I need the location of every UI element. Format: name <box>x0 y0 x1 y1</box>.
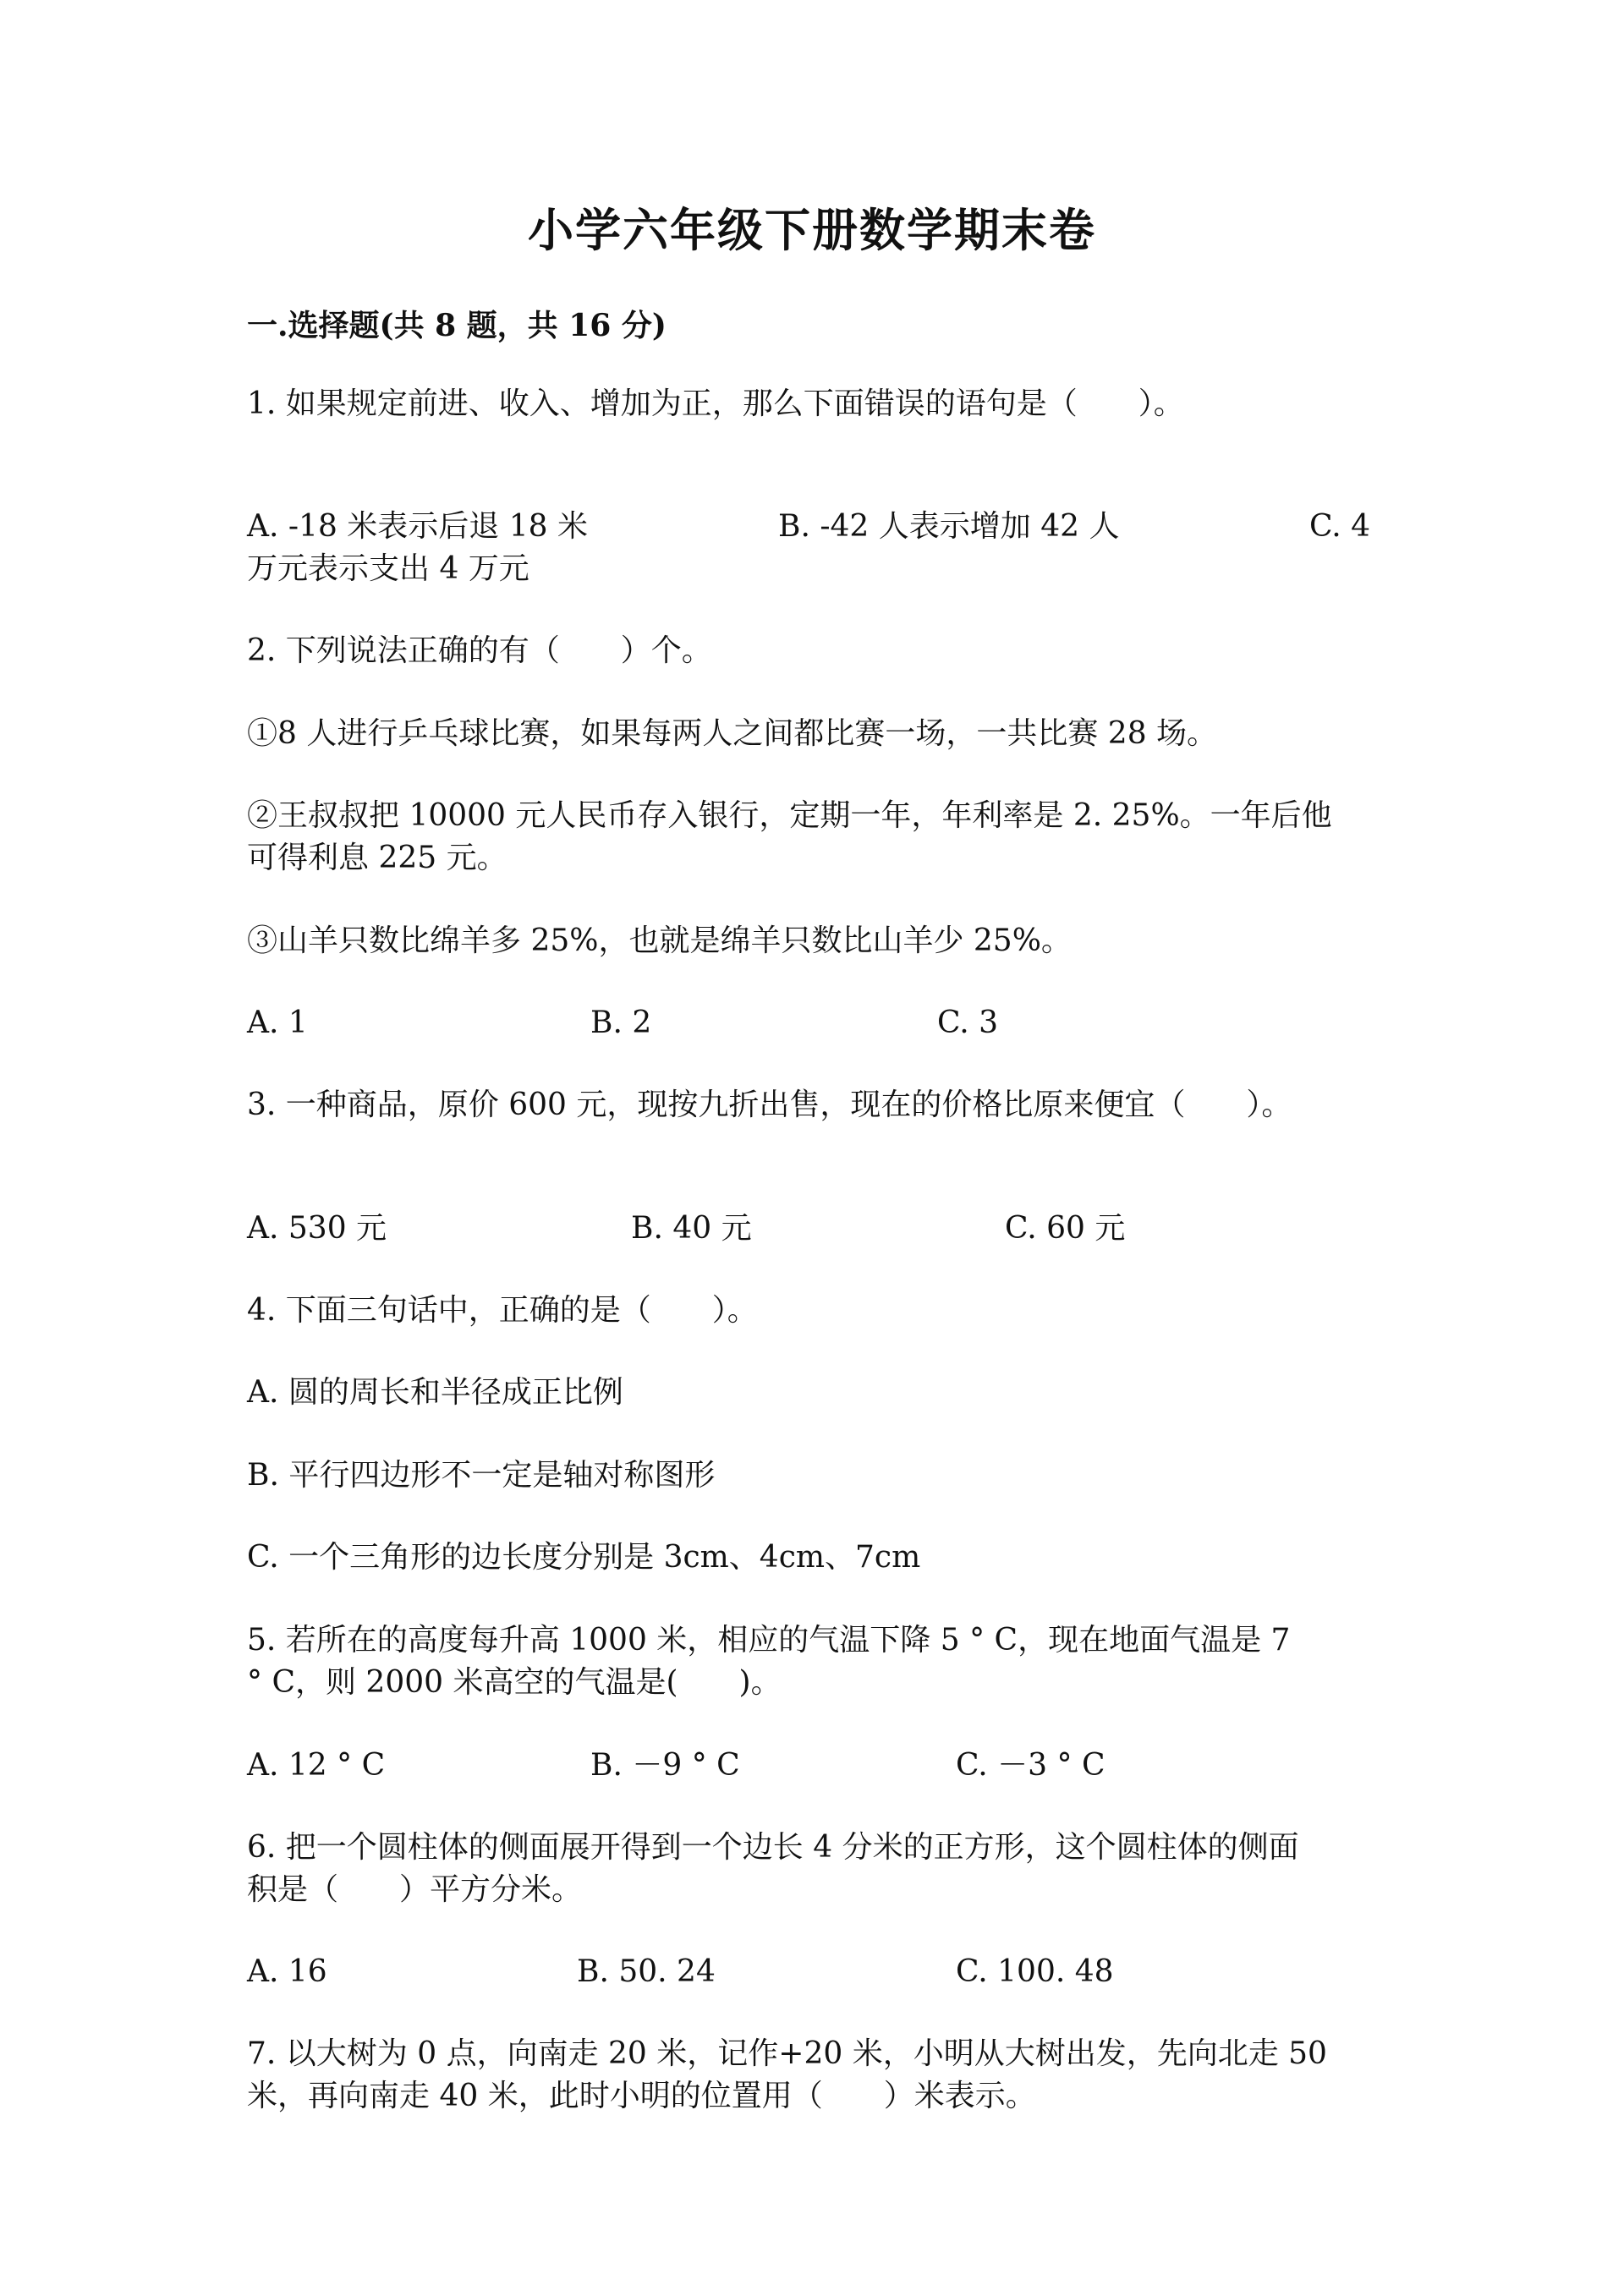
option-b: B. 2 <box>590 1006 652 1040</box>
statement-1: ①8 人进行乒乓球比赛，如果每两人之间都比赛一场，一共比赛 28 场。 <box>247 716 1218 751</box>
option-c: C. 60 元 <box>1005 1211 1126 1246</box>
statement-2: ②王叔叔把 10000 元人民币存入银行，定期一年，年利率是 2. 25%。一年后他 <box>247 798 1332 833</box>
question-stem: 2. 下列说法正确的有（ ）个。 <box>247 633 712 668</box>
section-heading: 一.选择题(共 8 题，共 16 分) <box>247 308 667 343</box>
question-stem-continued: 米，再向南走 40 米，此时小明的位置用（ ）米表示。 <box>247 2079 1036 2113</box>
question-stem: 3. 一种商品，原价 600 元，现按九折出售，现在的价格比原来便宜（ ）。 <box>247 1088 1292 1122</box>
option-c: C. 3 <box>937 1006 999 1040</box>
question-stem: 1. 如果规定前进、收入、增加为正，那么下面错误的语句是（ ）。 <box>247 386 1184 421</box>
option-a: A. 530 元 <box>247 1211 387 1246</box>
option-b: B. 40 元 <box>631 1211 752 1246</box>
question-stem: 5. 若所在的高度每升高 1000 米，相应的气温下降 5 ° C，现在地面气温是 7 <box>247 1623 1291 1658</box>
option-c: C. 4 <box>1309 509 1371 544</box>
statement-3: ③山羊只数比绵羊多 25%，也就是绵羊只数比山羊少 25%。 <box>247 923 1072 958</box>
question-stem-continued: 积是（ ）平方分米。 <box>247 1872 583 1907</box>
option-a: A. 1 <box>247 1006 308 1040</box>
option-b: B. 50. 24 <box>577 1954 716 1989</box>
question-stem-continued: ° C，则 2000 米高空的气温是( )。 <box>247 1665 782 1700</box>
option-a: A. 16 <box>247 1954 327 1989</box>
page-title: 小学六年级下册数学期末卷 <box>528 203 1096 257</box>
option-c: C. 100. 48 <box>956 1954 1114 1989</box>
option-c: C. 一个三角形的边长度分别是 3cm、4cm、7cm <box>247 1540 921 1575</box>
option-c-continued: 万元表示支出 4 万元 <box>247 551 529 586</box>
question-stem: 7. 以大树为 0 点，向南走 20 米，记作+20 米，小明从大树出发，先向北走 50 <box>247 2036 1327 2071</box>
option-a: A. 圆的周长和半径成正比例 <box>247 1375 623 1410</box>
question-stem: 6. 把一个圆柱体的侧面展开得到一个边长 4 分米的正方形，这个圆柱体的侧面 <box>247 1830 1299 1865</box>
option-a: A. 12 ° C <box>247 1748 386 1783</box>
option-b: B. 平行四边形不一定是轴对称图形 <box>247 1458 716 1493</box>
question-stem: 4. 下面三句话中，正确的是（ ）。 <box>247 1293 758 1328</box>
statement-2-continued: 可得利息 225 元。 <box>247 841 508 875</box>
option-a: A. -18 米表示后退 18 米 <box>247 509 588 544</box>
option-b: B. -42 人表示增加 42 人 <box>778 509 1120 544</box>
option-c: C. －3 ° C <box>956 1748 1106 1783</box>
option-b: B. －9 ° C <box>590 1748 740 1783</box>
